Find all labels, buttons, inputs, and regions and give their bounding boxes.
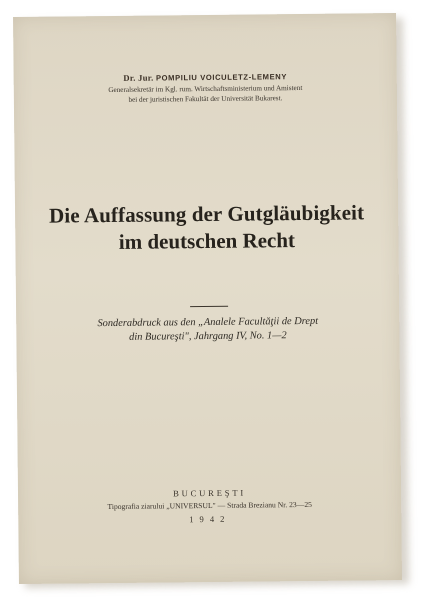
subtitle-line1: Sonderabdruck aus den „Analele Facultăţii de Drept (97, 315, 319, 330)
booklet-cover (13, 13, 402, 584)
author-affiliation-line1: Generalsekretär im Kgl. rum. Wirtschaftsministerium und Amistent (108, 83, 303, 95)
author-line (14, 70, 397, 84)
publication-year: 1942 (189, 513, 231, 525)
subtitle-line2: din Bucureşti", Jahrgang IV, No. 1—2 (129, 330, 287, 343)
publication-city: BUCUREŞTI (173, 487, 247, 499)
author-prefix: Dr. Jur. (123, 72, 154, 83)
author-affiliation-line2: bei der juristischen Fakultät der Universität Bukarest. (128, 94, 283, 104)
divider-rule (190, 306, 228, 307)
printer-imprint: Tipografia ziarului „UNIVERSUL" — Strada Brezianu Nr. 23—25 (107, 499, 312, 512)
title-line1: Die Auffassung der Gutgläubigkeit (48, 200, 365, 228)
title-line2: im deutschen Recht (118, 228, 296, 254)
author-name: POMPILIU VOICULETZ-LEMENY (155, 72, 288, 83)
